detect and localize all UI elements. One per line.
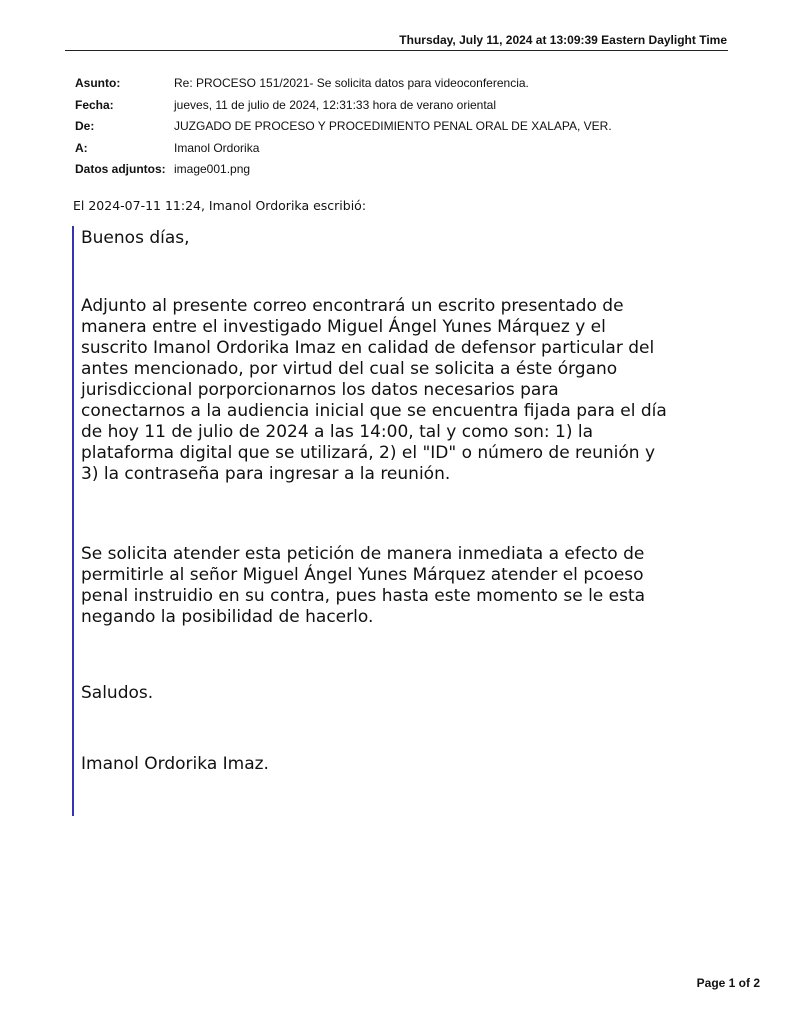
body-paragraph-2: Se solicita atender esta petición de manera inmediata a efecto de permitirle al señor Miguel Ángel Yunes Márquez atender el pcoeso penal instruidio en su contra, pues hasta este momento se le esta negando la posibilidad de hacerlo.	[81, 544, 646, 627]
attachment-filename: image001.png	[174, 162, 251, 176]
from-value: JUZGADO DE PROCESO Y PROCEDIMIENTO PENAL ORAL DE XALAPA, VER.	[174, 119, 612, 133]
body-paragraph-1: Adjunto al presente correo encontrará un escrito presentado de manera entre el investigado Miguel Ángel Yunes Márquez y el suscrito Imanol Ordorika Imaz en calidad de defensor particular del antes mencionado, por virtud del cual se solicita a éste órgano jurisdiccional porporcionarnos los datos necesarios para conectarnos a la audiencia inicial que se encuentra fijada para el día de hoy 11 de julio de 2024 a las 14:00, tal y como son: 1) la plataforma digital que se utilizará, 2) el "ID" o número de reunión y 3) la contraseña para ingresar a la reunión.	[81, 296, 667, 484]
print-header-timestamp: Thursday, July 11, 2024 at 13:09:39 Eastern Daylight Time	[399, 33, 727, 47]
from-row	[75, 119, 612, 141]
date-value: jueves, 11 de julio de 2024, 12:31:33 hora de verano oriental	[174, 97, 497, 112]
date-row	[75, 98, 612, 120]
subject-value: Re: PROCESO 151/2021- Se solicita datos para videoconferencia.	[174, 76, 529, 90]
header-rule	[65, 50, 728, 51]
to-value: Imanol Ordorika	[174, 140, 260, 155]
quote-intro: El 2024-07-11 11:24, Imanol Ordorika escribió:	[73, 198, 367, 213]
from-label: De:	[75, 119, 95, 133]
attachments-label: Datos adjuntos:	[75, 162, 166, 176]
subject-row	[75, 76, 612, 98]
page-number: Page 1 of 2	[696, 976, 760, 990]
attachments-row	[75, 162, 612, 184]
signature: Imanol Ordorika Imaz.	[81, 754, 269, 774]
to-label: A:	[75, 140, 88, 155]
subject-label: Asunto:	[75, 76, 121, 90]
date-label: Fecha:	[75, 97, 114, 112]
quote-bar	[72, 226, 74, 816]
greeting: Buenos días,	[81, 228, 190, 248]
to-row	[75, 141, 612, 163]
email-metadata-table	[75, 76, 612, 184]
closing: Saludos.	[81, 683, 154, 703]
